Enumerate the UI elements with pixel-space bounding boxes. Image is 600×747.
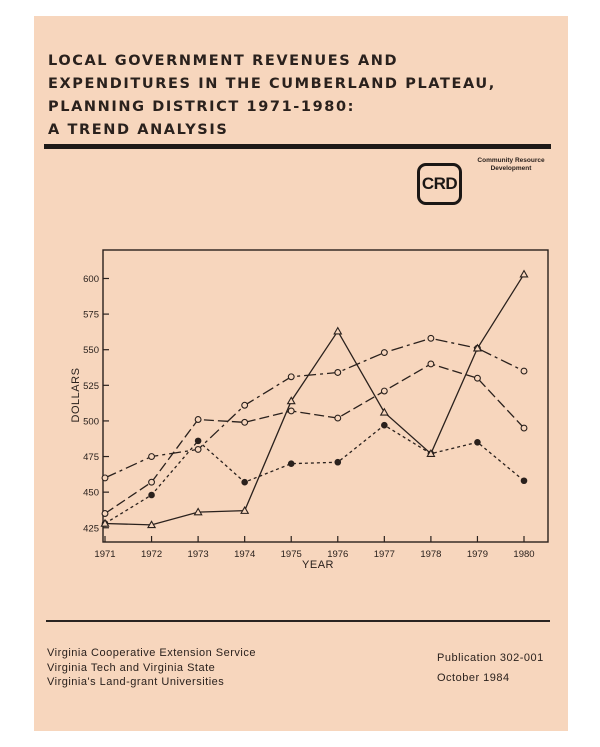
x-tick-label: 1975	[280, 549, 302, 560]
data-point	[102, 475, 108, 481]
data-point	[195, 447, 201, 453]
data-point	[288, 408, 294, 414]
data-point	[195, 417, 201, 423]
y-tick-label: 500	[83, 416, 99, 428]
x-tick-label: 1973	[187, 549, 209, 560]
data-point	[521, 425, 527, 431]
x-tick-label: 1979	[466, 549, 489, 560]
data-point	[335, 415, 341, 421]
data-point	[475, 375, 481, 381]
y-tick-label: 475	[83, 452, 99, 464]
data-point	[102, 511, 108, 517]
y-axis-label: DOLLARS	[70, 367, 82, 423]
title-line: LOCAL GOVERNMENT REVENUES AND	[48, 53, 399, 69]
publication-date: October 1984	[437, 672, 510, 684]
data-point	[381, 409, 388, 415]
data-point	[334, 328, 341, 334]
plot-frame	[103, 250, 548, 542]
title-line: A TREND ANALYSIS	[48, 122, 229, 138]
data-point	[381, 388, 387, 394]
footer-line: Virginia Cooperative Extension Service	[47, 647, 256, 659]
footer-institutions	[47, 646, 256, 690]
data-point	[288, 461, 294, 467]
series-line-series-2	[105, 338, 524, 478]
data-point	[149, 492, 155, 498]
footer-line: Virginia's Land-grant Universities	[47, 676, 225, 688]
publication-number: Publication 302-001	[437, 652, 544, 664]
x-tick-label: 1978	[420, 549, 442, 560]
data-point	[149, 454, 155, 460]
data-point	[149, 479, 155, 485]
y-tick-label: 425	[83, 523, 99, 535]
x-tick-label: 1971	[94, 549, 116, 560]
x-tick-label: 1972	[140, 549, 163, 560]
data-point	[195, 438, 201, 444]
x-tick-label: 1977	[373, 549, 395, 560]
data-point	[381, 350, 387, 356]
data-point	[475, 439, 481, 445]
data-point	[335, 370, 341, 376]
crd-caption-line: Development	[490, 165, 532, 172]
x-tick-label: 1980	[513, 549, 535, 560]
data-point	[335, 459, 341, 465]
title-line: PLANNING DISTRICT 1971-1980:	[48, 99, 356, 115]
data-point	[242, 419, 248, 425]
data-point	[428, 335, 434, 341]
footer-publication	[437, 648, 544, 688]
data-point	[382, 422, 388, 428]
crd-logo-text: CRD	[421, 174, 458, 193]
crd-caption-line: Community Resource	[477, 157, 545, 164]
title-line: EXPENDITURES IN THE CUMBERLAND PLATEAU,	[48, 76, 496, 92]
series-line-series-4	[105, 274, 524, 525]
x-axis-label: YEAR	[302, 559, 334, 571]
y-tick-label: 575	[83, 309, 99, 321]
footer-line: Virginia Tech and Virginia State	[47, 661, 216, 674]
data-point	[521, 478, 527, 484]
y-tick-label: 525	[83, 380, 99, 392]
y-tick-label: 600	[83, 273, 99, 285]
x-tick-label: 1976	[327, 549, 349, 560]
footer-divider	[46, 620, 550, 622]
data-point	[428, 361, 434, 367]
data-point	[520, 271, 527, 277]
data-point	[242, 479, 248, 485]
data-point	[521, 368, 527, 374]
y-tick-label: 550	[83, 345, 99, 357]
data-point	[288, 374, 294, 380]
y-tick-label: 450	[83, 487, 99, 499]
x-tick-label: 1974	[234, 549, 256, 560]
data-point	[242, 402, 248, 408]
series-line-series-1	[105, 425, 524, 523]
